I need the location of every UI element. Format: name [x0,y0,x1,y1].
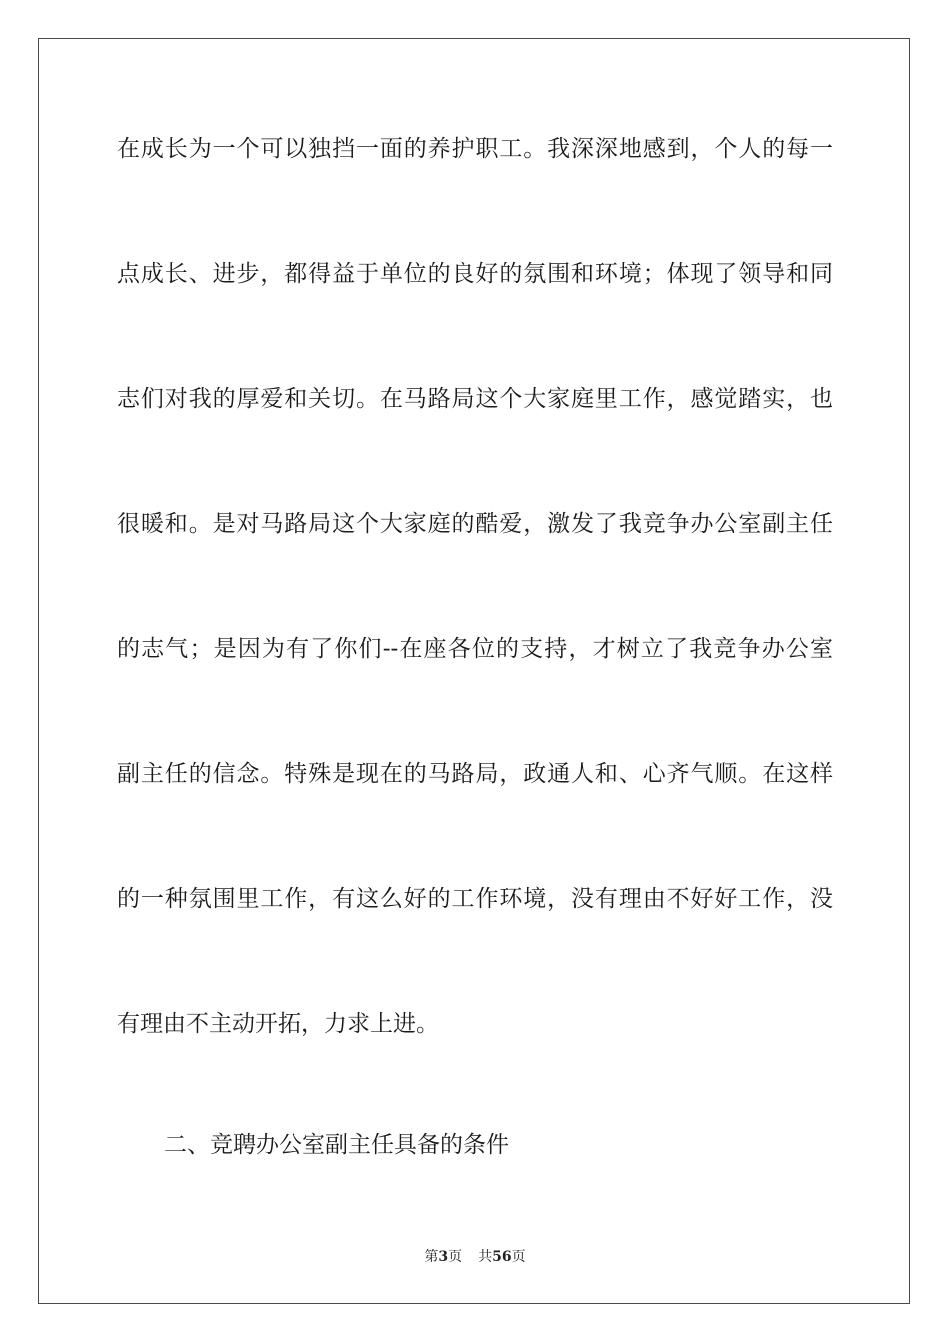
body-line-2: 点成长、进步，都得益于单位的良好的氛围和环境；体现了领导和同 [117,261,833,287]
footer-page-prefix: 第 [424,1249,439,1265]
body-line-6: 副主任的信念。特殊是现在的马路局，政通人和、心齐气顺。在这样 [117,761,833,787]
page-border [38,38,910,1304]
footer-total-pages: 56 [492,1249,512,1265]
body-line-8: 有理由不主动开拓，力求上进。 [117,1011,439,1037]
footer-total-prefix: 共 [478,1249,493,1265]
body-line-5: 的志气；是因为有了你们--在座各位的支持，才树立了我竞争办公室 [117,636,833,662]
body-line-1: 在成长为一个可以独挡一面的养护职工。我深深地感到，个人的每一 [117,136,833,162]
footer-page-number: 3 [438,1249,449,1265]
body-line-4: 很暖和。是对马路局这个大家庭的酷爱，激发了我竞争办公室副主任 [117,511,833,537]
footer-total-suffix: 页 [511,1249,526,1265]
footer-page-suffix: 页 [448,1249,463,1265]
body-line-3: 志们对我的厚爱和关切。在马路局这个大家庭里工作，感觉踏实，也 [117,386,833,412]
page-footer [0,1248,950,1266]
body-line-7: 的一种氛围里工作，有这么好的工作环境，没有理由不好好工作，没 [117,886,833,912]
section-heading: 二、竞聘办公室副主任具备的条件 [164,1132,509,1158]
